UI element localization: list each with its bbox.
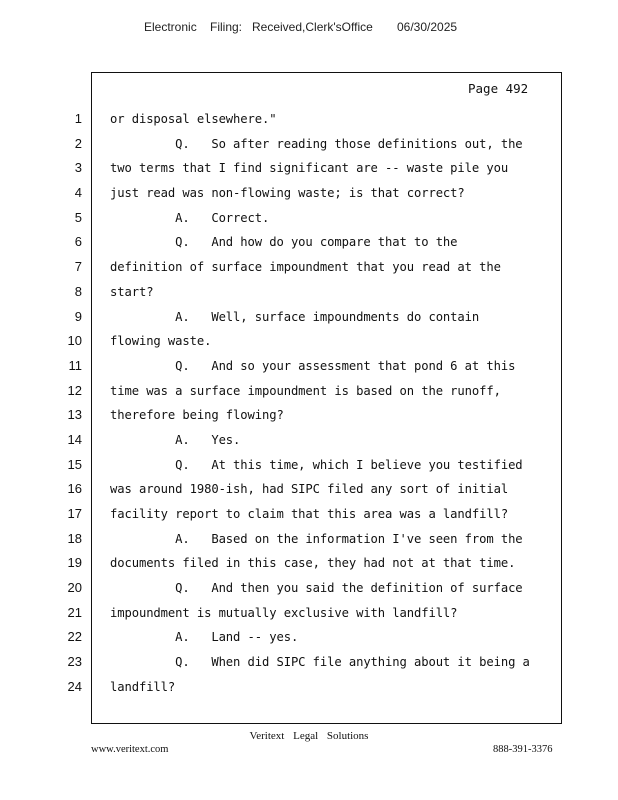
- transcript-line: A. Well, surface impoundments do contain: [110, 309, 480, 324]
- line-number: 19: [67, 555, 82, 571]
- transcript-line: documents filed in this case, they had not at that time.: [110, 556, 516, 571]
- line-number: 12: [67, 382, 82, 398]
- footer-phone: 888-391-3376: [493, 744, 553, 755]
- line-number: 4: [74, 185, 82, 201]
- line-number: 9: [74, 308, 82, 324]
- line-number: 3: [74, 160, 82, 176]
- transcript-line: landfill?: [110, 679, 176, 694]
- transcript-line: start?: [110, 284, 154, 299]
- transcript-line: facility report to claim that this area was a landfill?: [110, 507, 509, 521]
- transcript-line: impoundment is mutually exclusive with landfill?: [110, 605, 458, 620]
- transcript-line: Q. And so your assessment that pond 6 at this: [110, 358, 516, 373]
- line-number: 22: [67, 629, 82, 645]
- transcript-line: was around 1980-ish, had SIPC filed any sort of initial: [110, 482, 509, 497]
- footer-company: Veritext Legal Solutions: [249, 730, 369, 742]
- transcript-text: [110, 107, 550, 700]
- transcript-line: time was a surface impoundment is based on the runoff,: [110, 383, 501, 398]
- line-number: 20: [67, 580, 82, 596]
- line-number: 21: [67, 604, 82, 620]
- line-number: 16: [67, 481, 82, 497]
- page-number: Page 492: [468, 81, 529, 96]
- transcript-line: Q. At this time, which I believe you testified: [110, 457, 523, 472]
- line-number: 15: [67, 456, 82, 472]
- transcript-line: A. Land -- yes.: [110, 630, 299, 645]
- transcript-line: Q. When did SIPC file anything about it being a: [110, 655, 530, 670]
- line-number: 18: [67, 530, 82, 546]
- transcript-line: Q. And then you said the definition of surface: [110, 581, 523, 596]
- transcript-line: Q. And how do you compare that to the: [110, 235, 458, 250]
- line-number: 7: [74, 259, 82, 275]
- transcript-line: just read was non-flowing waste; is that correct?: [110, 186, 465, 201]
- transcript-line: flowing waste.: [110, 334, 212, 349]
- line-number: 14: [67, 431, 82, 447]
- line-number: 5: [74, 209, 82, 225]
- transcript-line: definition of surface impoundment that you read at the: [110, 260, 501, 275]
- stamp-word-filing: Filing:: [210, 20, 243, 34]
- line-number: 1: [74, 111, 82, 126]
- transcript-line: therefore being flowing?: [110, 408, 284, 423]
- line-number: 23: [67, 654, 82, 670]
- line-number: 6: [74, 234, 82, 250]
- line-number: 17: [67, 506, 82, 521]
- transcript-line: two terms that I find significant are -- waste pile you: [110, 161, 509, 176]
- line-number-column: [60, 107, 82, 700]
- stamp-received: Received,Clerk'sOffice: [252, 20, 373, 34]
- transcript-line: A. Based on the information I've seen from the: [110, 531, 523, 546]
- stamp-word-electronic: Electronic: [144, 20, 197, 34]
- line-number: 2: [74, 135, 82, 151]
- footer-website: www.veritext.com: [91, 744, 169, 755]
- transcript-line: or disposal elsewhere.": [110, 112, 277, 126]
- line-number: 8: [74, 283, 82, 299]
- stamp-date: 06/30/2025: [397, 20, 458, 34]
- line-number: 24: [67, 678, 82, 694]
- transcript-line: Q. So after reading those definitions out, the: [110, 136, 523, 151]
- line-number: 10: [67, 333, 82, 349]
- line-number: 13: [67, 407, 82, 423]
- line-number: 11: [68, 357, 82, 373]
- transcript-line: A. Correct.: [110, 210, 270, 225]
- transcript-line: A. Yes.: [110, 432, 241, 447]
